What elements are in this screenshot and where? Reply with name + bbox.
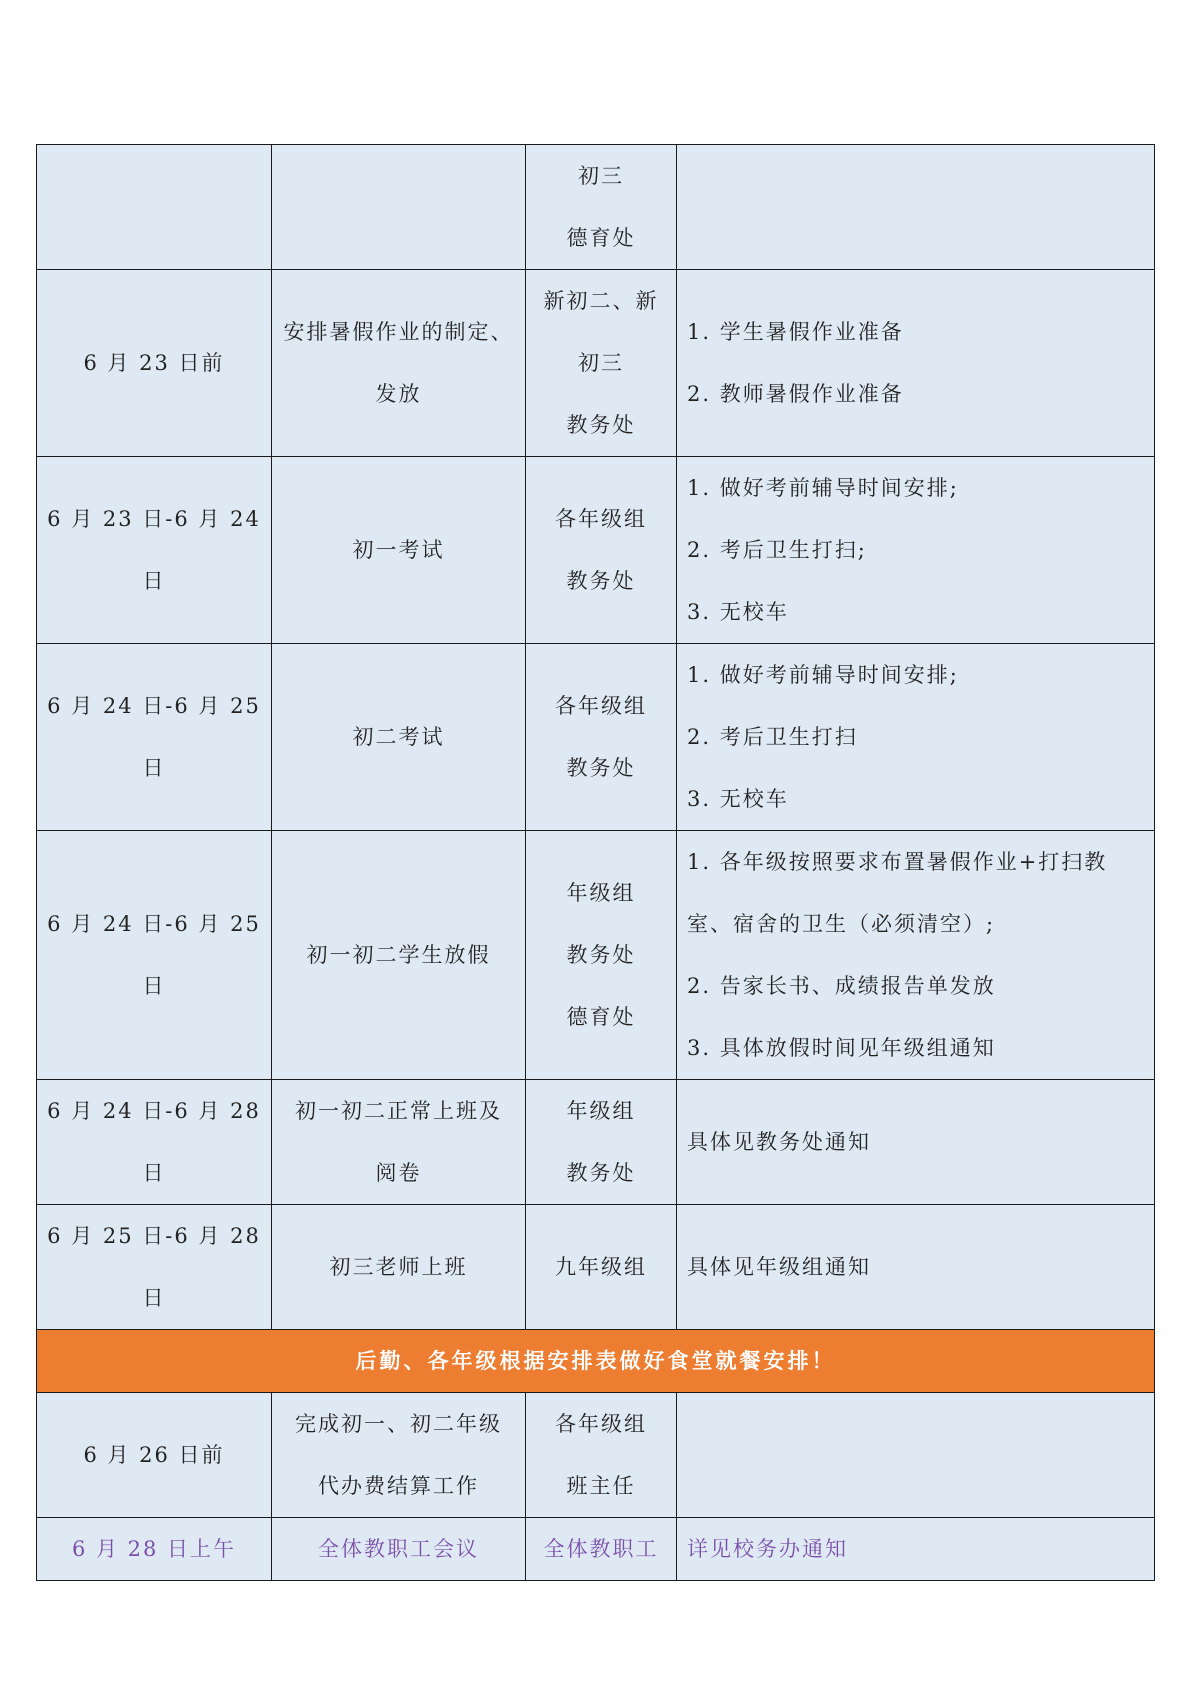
table-row (37, 145, 1155, 270)
dept-cell (526, 457, 677, 644)
dept-line: 各年级组 (555, 694, 647, 718)
dept-line: 教务处 (566, 756, 636, 780)
table-row (37, 831, 1155, 1080)
note-line: 1. 各年级按照要求布置暑假作业+打扫教 (687, 850, 1108, 874)
date-cell: 6 月 23 日-6 月 24 日 (37, 457, 272, 644)
table-row (37, 1393, 1155, 1518)
date-cell (37, 145, 272, 270)
note-line: 2. 考后卫生打扫; (687, 538, 867, 562)
date-cell: 6 月 24 日-6 月 25 日 (37, 644, 272, 831)
table-row (37, 457, 1155, 644)
note-line: 3. 具体放假时间见年级组通知 (687, 1036, 996, 1060)
note-line: 具体见年级组通知 (687, 1255, 871, 1279)
dept-line: 九年级组 (555, 1255, 647, 1279)
notes-cell (677, 1080, 1155, 1205)
item-line: 初一初二学生放假 (306, 943, 491, 967)
note-line: 2. 告家长书、成绩报告单发放 (687, 974, 996, 998)
item-line: 发放 (375, 382, 422, 406)
item-cell (272, 1518, 526, 1581)
dept-cell (526, 644, 677, 831)
item-cell (272, 831, 526, 1080)
dept-line: 教务处 (566, 1161, 636, 1185)
date-cell: 6 月 23 日前 (37, 270, 272, 457)
dept-line: 教务处 (566, 569, 636, 593)
table-row (37, 644, 1155, 831)
notes-cell (677, 145, 1155, 270)
note-line: 1. 做好考前辅导时间安排; (687, 663, 959, 687)
dept-line: 德育处 (566, 226, 636, 250)
dept-line: 各年级组 (555, 1412, 647, 1436)
dept-line: 班主任 (566, 1474, 636, 1498)
dept-line: 教务处 (566, 413, 636, 437)
dept-line: 各年级组 (555, 507, 647, 531)
dept-cell (526, 270, 677, 457)
notes-cell (677, 1518, 1155, 1581)
dept-line: 年级组 (566, 1099, 636, 1123)
item-line: 完成初一、初二年级 (295, 1412, 502, 1436)
banner-text: 后勤、各年级根据安排表做好食堂就餐安排！ (37, 1330, 1155, 1393)
schedule-table (36, 144, 1155, 1581)
note-line: 2. 考后卫生打扫 (687, 725, 858, 749)
dept-cell (526, 831, 677, 1080)
dept-line: 新初二、新 (543, 289, 659, 313)
notes-cell (677, 644, 1155, 831)
dept-line: 全体教职工 (543, 1537, 659, 1561)
table-row (37, 1080, 1155, 1205)
item-line: 全体教职工会议 (318, 1537, 479, 1561)
item-cell (272, 1080, 526, 1205)
note-line: 2. 教师暑假作业准备 (687, 382, 904, 406)
date-cell: 6 月 28 日上午 (37, 1518, 272, 1581)
note-line: 3. 无校车 (687, 600, 789, 624)
note-line: 详见校务办通知 (687, 1537, 848, 1561)
item-cell (272, 145, 526, 270)
item-cell (272, 644, 526, 831)
item-line: 安排暑假作业的制定、 (283, 320, 514, 344)
notes-cell (677, 1393, 1155, 1518)
item-line: 初一考试 (352, 538, 445, 562)
table-row (37, 1205, 1155, 1330)
notes-cell (677, 457, 1155, 644)
note-line: 室、宿舍的卫生（必须清空）; (687, 912, 996, 936)
dept-cell (526, 1393, 677, 1518)
item-line: 初一初二正常上班及 (295, 1099, 502, 1123)
note-line: 1. 学生暑假作业准备 (687, 320, 904, 344)
dept-line: 初三 (578, 164, 624, 188)
date-cell: 6 月 26 日前 (37, 1393, 272, 1518)
note-line: 具体见教务处通知 (687, 1130, 871, 1154)
dept-cell (526, 1518, 677, 1581)
dept-cell (526, 1080, 677, 1205)
date-cell: 6 月 24 日-6 月 28 日 (37, 1080, 272, 1205)
note-line: 3. 无校车 (687, 787, 789, 811)
notes-cell (677, 270, 1155, 457)
dept-cell (526, 145, 677, 270)
date-cell: 6 月 25 日-6 月 28 日 (37, 1205, 272, 1330)
item-line: 初二考试 (352, 725, 445, 749)
item-line: 代办费结算工作 (318, 1474, 479, 1498)
dept-line: 初三 (578, 351, 624, 375)
note-line: 1. 做好考前辅导时间安排; (687, 476, 959, 500)
item-line: 初三老师上班 (329, 1255, 468, 1279)
dept-line: 教务处 (566, 943, 636, 967)
date-cell: 6 月 24 日-6 月 25 日 (37, 831, 272, 1080)
dept-cell (526, 1205, 677, 1330)
dept-line: 年级组 (566, 881, 636, 905)
banner-row (37, 1330, 1155, 1393)
item-cell (272, 270, 526, 457)
item-line: 阅卷 (375, 1161, 422, 1185)
notes-cell (677, 831, 1155, 1080)
dept-line: 德育处 (566, 1005, 636, 1029)
item-cell (272, 1393, 526, 1518)
notes-cell (677, 1205, 1155, 1330)
item-cell (272, 457, 526, 644)
table-row (37, 270, 1155, 457)
item-cell (272, 1205, 526, 1330)
table-row (37, 1518, 1155, 1581)
